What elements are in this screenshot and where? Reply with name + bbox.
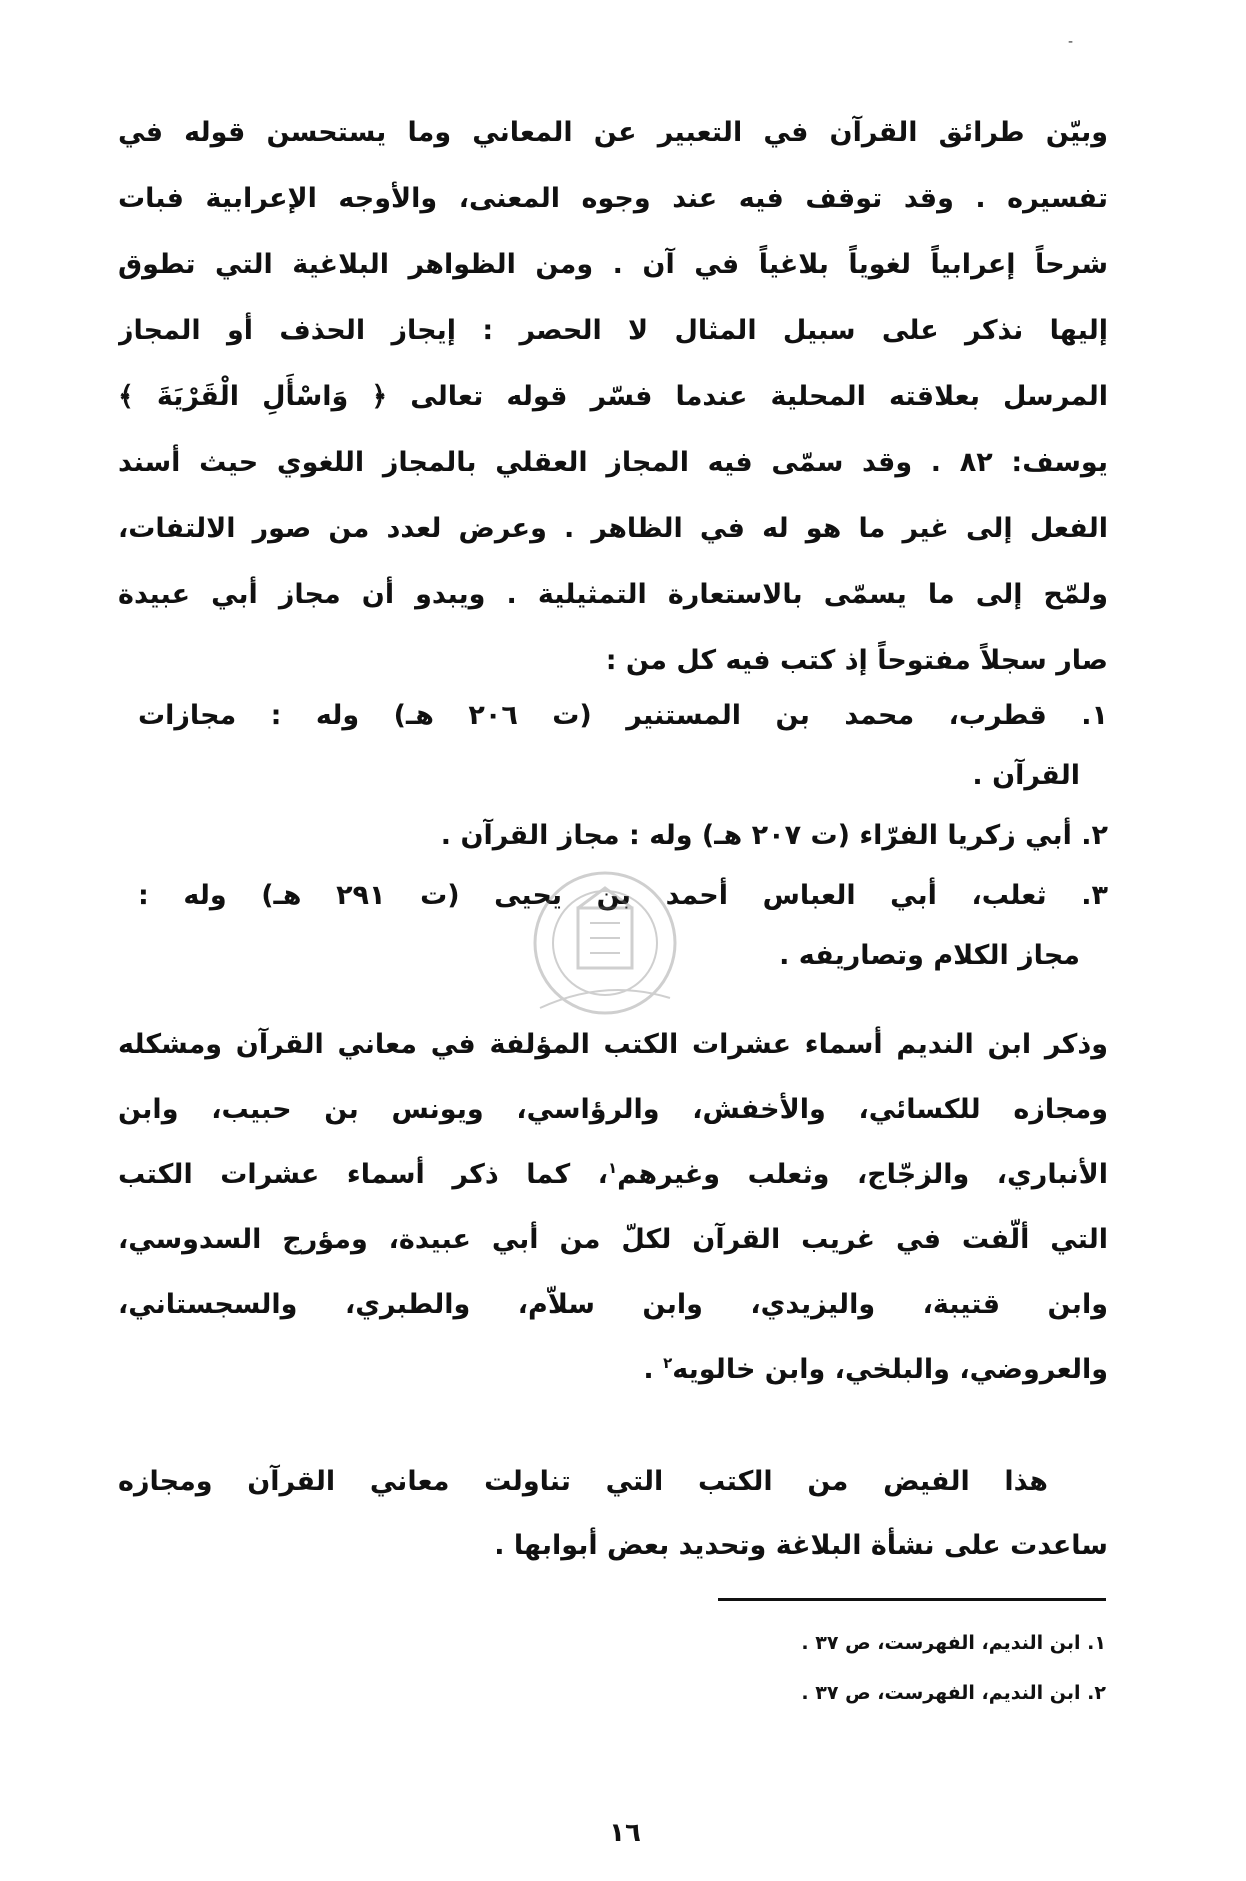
library-seal-watermark-icon	[520, 858, 690, 1028]
list-item-continuation: القرآن .	[972, 760, 1080, 791]
paragraph-2-line: وذكر ابن النديم أسماء عشرات الكتب المؤلفة في معاني القرآن ومشكله	[118, 1029, 1108, 1060]
paragraph-2-line	[118, 1337, 1108, 1402]
paragraph-1-line: صار سجلاً مفتوحاً إذ كتب فيه كل من :	[605, 645, 1108, 676]
list-item	[118, 686, 1108, 806]
paragraph-1-line: ولمّح إلى ما يسمّى بالاستعارة التمثيلية . ويبدو أن مجاز أبي عبيدة	[118, 579, 1108, 610]
footnote-ref: ١	[607, 1159, 618, 1177]
list-item-line: ٢. أبي زكريا الفرّاء (ت ٢٠٧ هـ) وله : مجاز القرآن .	[440, 820, 1108, 851]
paragraph-3-line: ساعدت على نشأة البلاغة وتحديد بعض أبوابها .	[494, 1530, 1108, 1561]
paragraph-2-line: التي ألّفت في غريب القرآن لكلّ من أبي عبيدة، ومؤرج السدوسي،	[118, 1224, 1108, 1255]
footnote-divider	[718, 1598, 1106, 1601]
footnotes	[500, 1618, 1106, 1718]
paragraph-1-line: وبيّن طرائق القرآن في التعبير عن المعاني وما يستحسن قوله في	[118, 117, 1108, 148]
paragraph-1-line: يوسف: ٨٢ . وقد سمّى فيه المجاز العقلي بالمجاز اللغوي حيث أسند	[118, 447, 1108, 478]
list-item-line: ١. قطرب، محمد بن المستنير (ت ٢٠٦ هـ) وله : مجازات	[138, 700, 1108, 731]
corner-mark: -	[1068, 34, 1074, 50]
paragraph-2	[118, 1012, 1108, 1402]
paragraph-1-line: شرحاً إعرابياً لغوياً بلاغياً في آن . ومن الظواهر البلاغية التي تطوق	[118, 249, 1108, 280]
paragraph-2-line: وابن قتيبة، واليزيدي، وابن سلاّم، والطبري، والسجستاني،	[118, 1289, 1108, 1320]
footnote-ref: ٢	[663, 1354, 673, 1372]
footnote: ٢. ابن النديم، الفهرست، ص ٣٧ .	[801, 1682, 1106, 1704]
paragraph-3-line: هذا الفيض من الكتب التي تناولت معاني القرآن ومجازه	[118, 1466, 1048, 1497]
paragraph-2-line-tail: .	[643, 1354, 664, 1385]
paragraph-2-line	[118, 1142, 1108, 1207]
list-item-line: ٣. ثعلب، أبي العباس أحمد بن يحيى (ت ٢٩١ هـ) وله :	[138, 880, 1108, 911]
list-item-continuation: مجاز الكلام وتصاريفه .	[779, 940, 1080, 971]
paragraph-2-line: ومجازه للكسائي، والأخفش، والرؤاسي، ويونس بن حبيب، وابن	[118, 1094, 1108, 1125]
paragraph-1-line: تفسيره . وقد توقف فيه عند وجوه المعنى، والأوجه الإعرابية فبات	[118, 183, 1108, 214]
paragraph-1-line: إليها نذكر على سبيل المثال لا الحصر : إيجاز الحذف أو المجاز	[118, 315, 1108, 346]
page-number: ١٦	[609, 1818, 641, 1848]
paragraph-1-line: الفعل إلى غير ما هو له في الظاهر . وعرض لعدد من صور الالتفات،	[118, 513, 1108, 544]
footnote: ١. ابن النديم، الفهرست، ص ٣٧ .	[801, 1632, 1106, 1654]
paragraph-3	[118, 1450, 1108, 1578]
paragraph-2-line-head: والعروضي، والبلخي، وابن خالويه	[672, 1354, 1108, 1385]
paragraph-2-line-head: الأنباري، والزجّاج، وثعلب وغيرهم	[617, 1159, 1108, 1190]
list-item	[118, 806, 1108, 866]
paragraph-1	[118, 100, 1108, 694]
paragraph-1-line: المرسل بعلاقته المحلية عندما فسّر قوله تعالى ﴿ وَاسْأَلِ الْقَرْيَةَ ﴾	[118, 381, 1108, 412]
paragraph-2-line-tail: ، كما ذكر أسماء عشرات الكتب	[118, 1159, 608, 1190]
